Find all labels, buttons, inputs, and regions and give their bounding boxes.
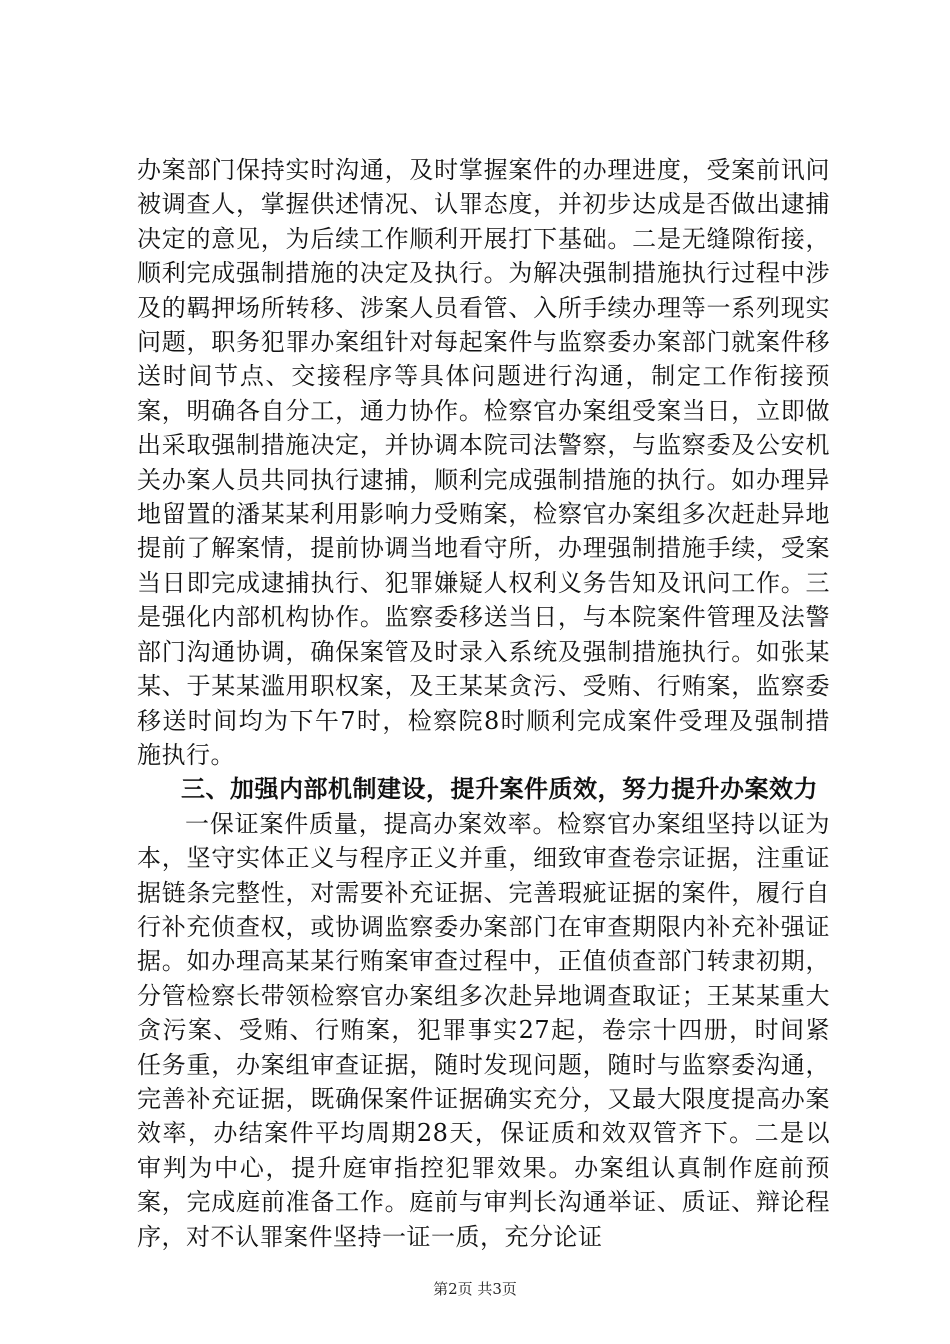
- body-paragraph: 办案部门保持实时沟通，及时掌握案件的办理进度，受案前讯问被调查人，掌握供述情况、认罪态度，并初步达成是否做出逮捕决定的意见，为后续工作顺利开展打下基础。二是无缝隙衔接，顺利完成强制措施的决定及执行。为解决强制措施执行过程中涉及的羁押场所转移、涉案人员看管、入所手续办理等一系列现实问题，职务犯罪办案组针对每起案件与监察委办案部门就案件移送时间节点、交接程序等具体问题进行沟通，制定工作衔接预案，明确各自分工，通力协作。检察官办案组受案当日，立即做出采取强制措施决定，并协调本院司法警察，与监察委及公安机关办案人员共同执行逮捕，顺利完成强制措施的执行。如办理异地留置的潘某某利用影响力受贿案，检察官办案组多次赶赴异地提前了解案情，提前协调当地看守所，办理强制措施手续，受案当日即完成逮捕执行、犯罪嫌疑人权利义务告知及讯问工作。三是强化内部机构协作。监察委移送当日，与本院案件管理及法警部门沟通协调，确保案管及时录入系统及强制措施执行。如张某某、于某某滥用职权案，及王某某贪污、受贿、行贿案，监察委移送时间均为下午7时，检察院8时顺利完成案件受理及强制措施执行。: [137, 156, 830, 769]
- section-heading: 三、加强内部机制建设，提升案件质效，努力提升办案效力: [181, 774, 818, 804]
- body-paragraph: 一保证案件质量，提高办案效率。检察官办案组坚持以证为本，坚守实体正义与程序正义并重，细致审查卷宗证据，注重证据链条完整性，对需要补充证据、完善瑕疵证据的案件，履行自行补充侦查权，或协调监察委办案部门在审查期限内补充补强证据。如办理高某某行贿案审查过程中，正值侦查部门转隶初期，分管检察长带领检察官办案组多次赴异地调查取证；王某某重大贪污案、受贿、行贿案，犯罪事实27起，卷宗十四册，时间紧任务重，办案组审查证据，随时发现问题，随时与监察委沟通，完善补充证据，既确保案件证据确实充分，又最大限度提高办案效率，办结案件平均周期28天，保证质和效双管齐下。二是以审判为中心，提升庭审指控犯罪效果。办案组认真制作庭前预案，完成庭前准备工作。庭前与审判长沟通举证、质证、辩论程序，对不认罪案件坚持一证一质，充分论证: [137, 809, 830, 1251]
- page-footer: 第2页 共3页: [433, 1280, 517, 1298]
- document-body: [137, 153, 830, 1254]
